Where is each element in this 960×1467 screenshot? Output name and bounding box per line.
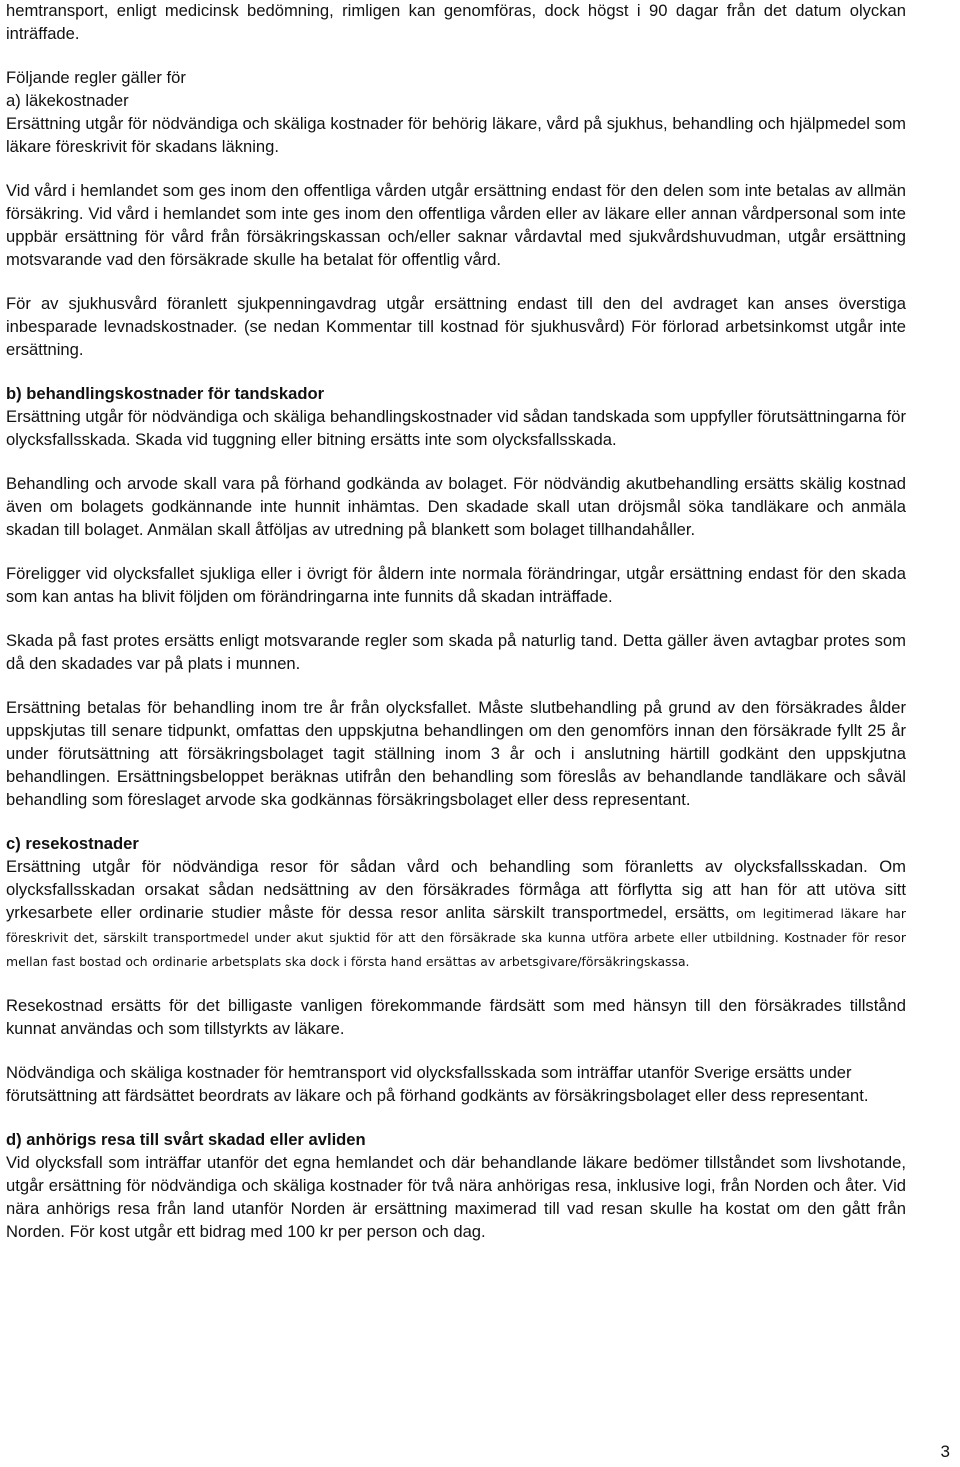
section-c-paragraph-1-main: Ersättning utgår för nödvändiga resor för sådan vård och behandling som föranletts av olycksfallsskadan. Om olycksfallsskadan orsakat sådan nedsättning av den försäkrades förmåga att förflytta sig att han för att utöva sitt yrkesarbete eller ordinarie studier måste för dessa resor anlita särskilt transportmedel, ersätts,	[6, 857, 906, 922]
intro-continuation: hemtransport, enligt medicinsk bedömning, rimligen kan genomföras, dock högst i 90 dagar från det datum olyckan inträffade.	[6, 1, 906, 43]
section-b-paragraph-3: Föreligger vid olycksfallet sjukliga eller i övrigt för åldern inte normala förändringar, utgår ersättning endast för den skada som kan antas ha blivit följden om förändringarna inte funnits då skadan inträffade.	[6, 564, 906, 606]
section-a-paragraph-3: För av sjukhusvård föranlett sjukpenningavdrag utgår ersättning endast till den del avdraget kan anses överstiga inbesparade levnadskostnader. (se nedan Kommentar till kostnad för sjukhusvård) För förlorad arbetsinkomst utgår inte ersättning.	[6, 294, 906, 359]
section-c-heading: c) resekostnader	[6, 834, 139, 853]
section-b-paragraph-2: Behandling och arvode skall vara på förhand godkända av bolaget. För nödvändig akutbehandling ersätts skälig kostnad även om bolagets godkännande inte hunnit inhämtas. Den skadade skall utan dröjsmål söka tandläkare och anmäla skadan till bolaget. Anmälan skall åtföljas av utredning på blankett som bolaget tillhandahåller.	[6, 474, 906, 539]
page-number: 3	[940, 1442, 950, 1461]
section-d-heading: d) anhörigs resa till svårt skadad eller avliden	[6, 1130, 366, 1149]
section-c-paragraph-1	[6, 855, 906, 973]
section-a-paragraph-2: Vid vård i hemlandet som ges inom den offentliga vården utgår ersättning endast för den delen som inte betalas av allmän försäkring. Vid vård i hemlandet som inte ges inom den offentliga vården eller av läkare eller annan vårdpersonal som inte uppbär ersättning för vård från försäkringskassan och/eller saknar vårdavtal med sjukvårdshuvudman, utgår ersättning motsvarande vad den försäkrade skulle ha betalat för offentlig vård.	[6, 181, 906, 269]
section-d-paragraph-1: Vid olycksfall som inträffar utanför det egna hemlandet och där behandlande läkare bedömer tillståndet som livshotande, utgår ersättning för nödvändiga och skäliga kostnader för två nära anhörigas resa, inklusive logi, från Norden och åter. Vid nära anhörigs resa från land utanför Norden är ersättning maximerad till vad resan skulle ha kostat om den gått från Norden. För kost utgår ett bidrag med 100 kr per person och dag.	[6, 1153, 906, 1241]
section-b-heading: b) behandlingskostnader för tandskador	[6, 384, 325, 403]
section-c-paragraph-3: Nödvändiga och skäliga kostnader för hemtransport vid olycksfallsskada som inträffar utanför Sverige ersätts under förutsättning att färdsättet beordrats av läkare och på förhand godkänts av försäkringsbolaget eller dess representant.	[6, 1063, 869, 1105]
section-a-paragraph-1: Ersättning utgår för nödvändiga och skäliga kostnader för behörig läkare, vård på sjukhus, behandling och hjälpmedel som läkare föreskrivit för skadans läkning.	[6, 114, 906, 156]
section-a-heading: a) läkekostnader	[6, 91, 129, 110]
section-b-paragraph-4: Skada på fast protes ersätts enligt motsvarande regler som skada på naturlig tand. Detta gäller även avtagbar protes som då den skadades var på plats i munnen.	[6, 631, 906, 673]
section-c-paragraph-1-small-2: sjuktid för att den försäkrade ska kunna utföra arbete eller utbildning. Kostnader för resor mellan fast bostad och	[6, 930, 906, 969]
section-c-paragraph-2: Resekostnad ersätts för det billigaste vanligen förekommande färdsätt som med hänsyn till den försäkrades tillstånd kunnat användas och som tillstyrkts av läkare.	[6, 996, 906, 1038]
section-c-paragraph-1-small-3: ordinarie arbetsplats ska dock i första hand ersättas av arbetsgivare/försäkringskassa.	[152, 954, 690, 969]
section-b-paragraph-1: Ersättning utgår för nödvändiga och skäliga behandlingskostnader vid sådan tandskada som uppfyller förutsättningarna för olycksfallsskada. Skada vid tuggning eller bitning ersätts inte som olycksfallsskada.	[6, 407, 906, 449]
section-b-paragraph-5: Ersättning betalas för behandling inom tre år från olycksfallet. Måste slutbehandling på grund av den försäkrades ålder uppskjutas till senare tidpunkt, omfattas den uppskjutna behandlingen om den genomförs innan den försäkrade fyllt 25 år under förutsättning att försäkringsbolaget tagit ställning inom 3 år och i anslutning härtill godkänt den uppskjutna behandlingen. Ersättningsbeloppet beräknas utifrån den behandling som föreslås av behandlande tandläkare och såväl behandling som föreslaget arvode ska godkännas försäkringsbolaget eller dess representant.	[6, 698, 906, 809]
rules-intro: Följande regler gäller för	[6, 68, 186, 87]
section-c-paragraph-1-small-1: om legitimerad läkare har föreskrivit det, särskilt transportmedel under akut	[6, 906, 906, 945]
document-page	[6, 0, 906, 1243]
